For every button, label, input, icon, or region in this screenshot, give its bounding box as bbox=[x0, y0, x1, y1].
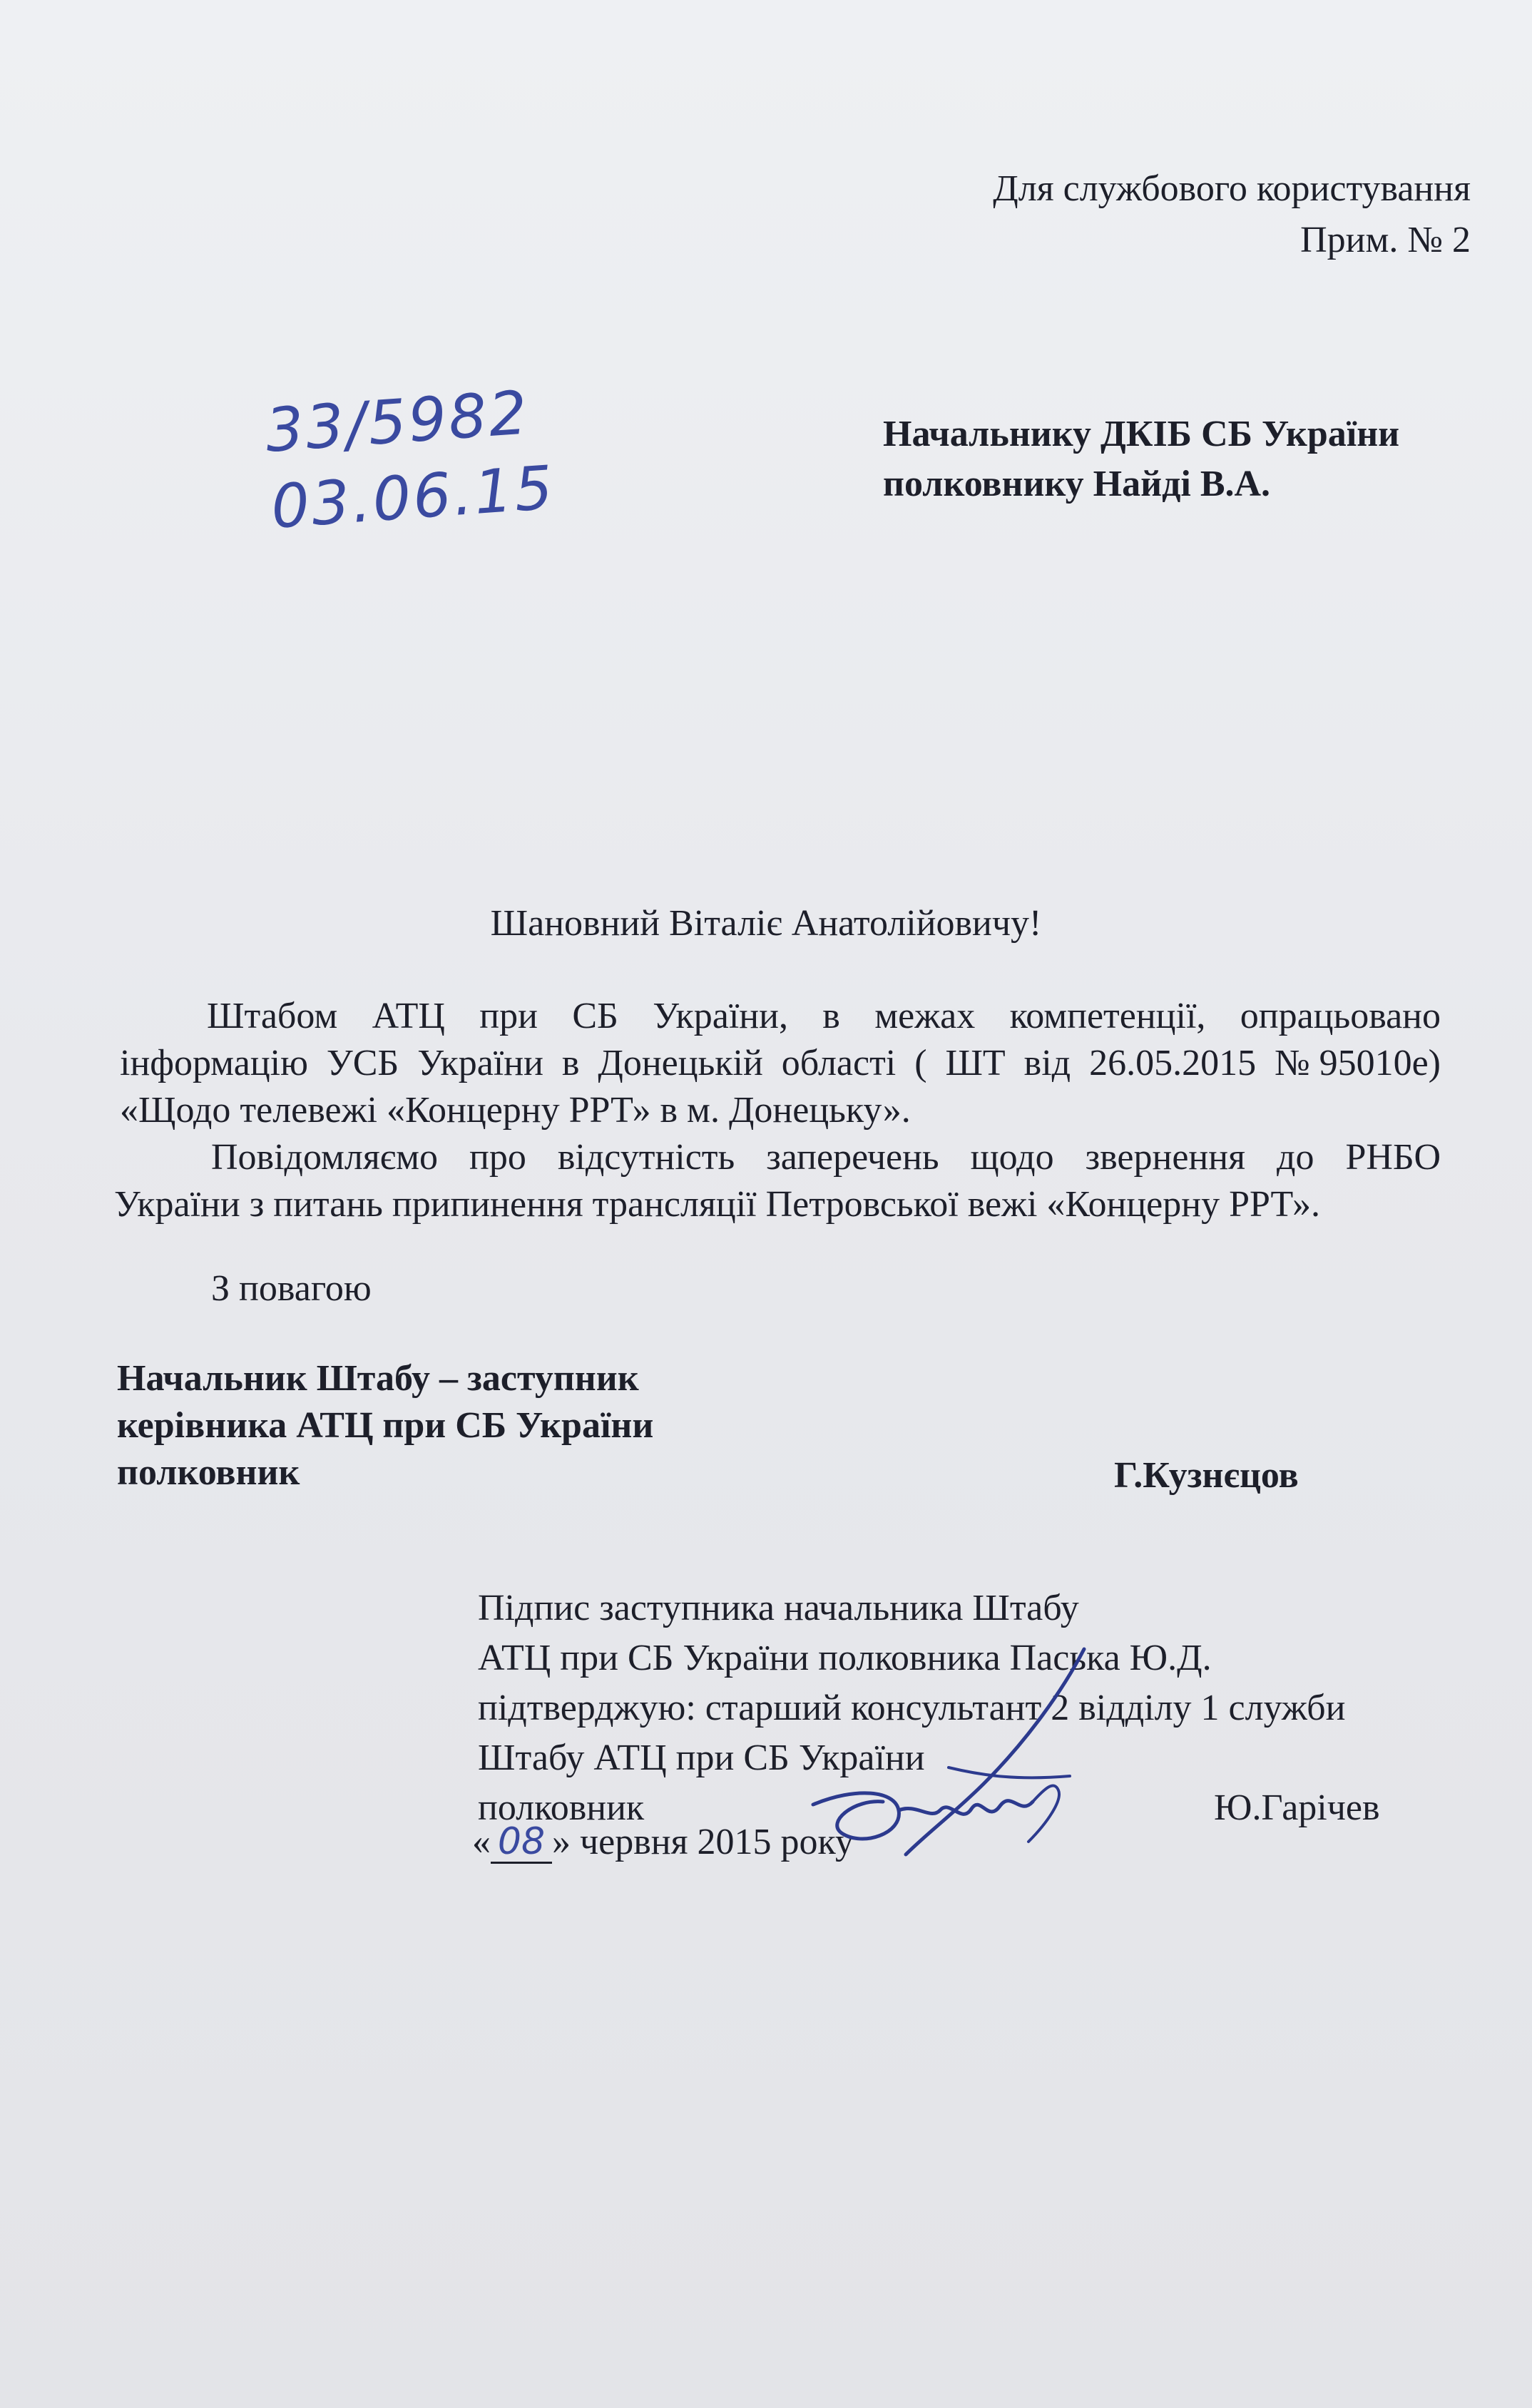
classification-mark: Для службового користування bbox=[993, 168, 1471, 209]
salutation: Шановний Віталіє Анатолійовичу! bbox=[490, 903, 1042, 944]
certification-rank: полковник bbox=[478, 1787, 645, 1828]
signatory-title-2: керівника АТЦ при СБ України bbox=[117, 1405, 654, 1446]
registration-number: 33/5982 bbox=[263, 377, 531, 466]
certification-line-3: підтверджую: старший консультант 2 відділу 1 служби bbox=[478, 1688, 1346, 1728]
certification-name: Ю.Гарічев bbox=[1214, 1787, 1380, 1828]
date-rest: » червня 2015 року bbox=[552, 1822, 854, 1862]
body-paragraph-2-line-1: Повідомляємо про відсутність заперечень щодо звернення до РНБО bbox=[211, 1137, 1441, 1178]
body-paragraph-2-line-2: України з питань припинення трансляції Петровської вежі «Концерну РРТ». bbox=[114, 1184, 1320, 1225]
date-open-quote: « bbox=[472, 1822, 491, 1862]
body-paragraph-1-line-1: Штабом АТЦ при СБ України, в межах компетенції, опрацьовано bbox=[207, 996, 1441, 1036]
closing: З повагою bbox=[211, 1268, 372, 1309]
addressee-line-2: полковнику Найді В.А. bbox=[883, 464, 1271, 504]
certification-line-2: АТЦ при СБ України полковника Паська Ю.Д. bbox=[478, 1638, 1212, 1678]
signature-mark bbox=[770, 1641, 1170, 1897]
signatory-rank: полковник bbox=[117, 1452, 300, 1493]
signatory-name: Г.Кузнєцов bbox=[1114, 1455, 1299, 1496]
addressee-line-1: Начальнику ДКІБ СБ України bbox=[883, 414, 1400, 454]
copy-number: Прим. № 2 bbox=[1300, 220, 1471, 260]
date-day-handwritten: 08 bbox=[491, 1822, 552, 1864]
registration-date: 03.06.15 bbox=[269, 452, 557, 542]
certification-line-4: Штабу АТЦ при СБ України bbox=[478, 1738, 925, 1778]
body-paragraph-1-line-3: «Щодо телевежі «Концерну РРТ» в м. Донецьку». bbox=[120, 1090, 911, 1131]
signatory-title-1: Начальник Штабу – заступник bbox=[117, 1358, 639, 1399]
certification-line-1: Підпис заступника начальника Штабу bbox=[478, 1588, 1079, 1628]
body-paragraph-1-line-2: інформацію УСБ України в Донецькій області ( ШТ від 26.05.2015 №95010е) bbox=[120, 1043, 1441, 1083]
